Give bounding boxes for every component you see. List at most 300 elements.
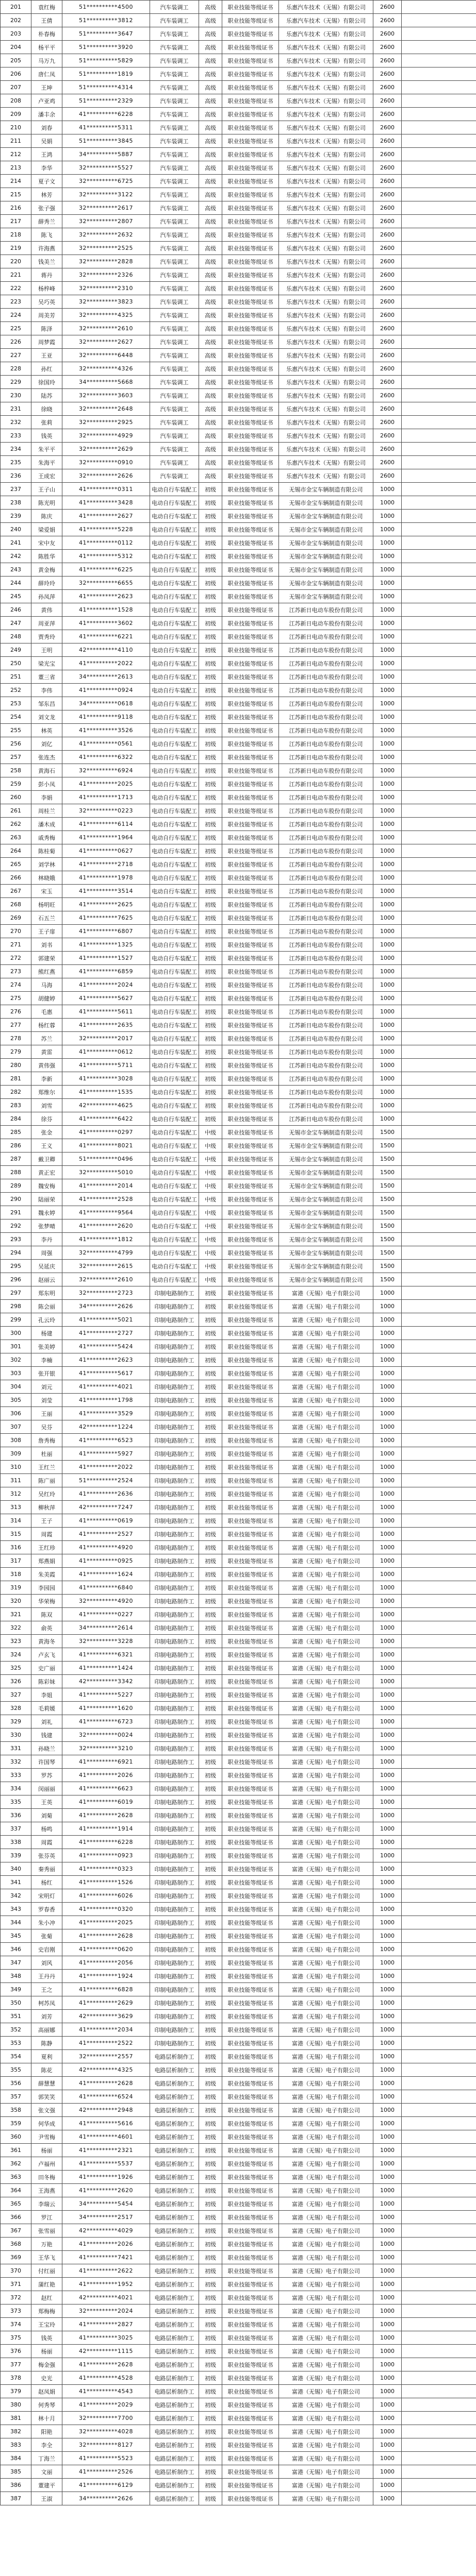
seq-no-cell: 209: [1, 108, 31, 121]
empty-cell: [402, 469, 476, 483]
subsidy-amount-cell: 1000: [373, 2010, 402, 2023]
seq-no-cell: 303: [1, 1367, 31, 1380]
certificate-type-cell: 职业技能等级证书: [222, 992, 279, 1005]
subsidy-amount-cell: 1000: [373, 697, 402, 710]
empty-cell: [402, 2278, 476, 2291]
occupation-cell: 电路层析制作工: [150, 2479, 199, 2492]
empty-cell: [402, 885, 476, 898]
table-row: [1, 2412, 476, 2425]
level-cell: 初级: [199, 1929, 222, 1943]
table-row: [1, 911, 476, 925]
employer-cell: 乐惠汽车技术（无锡）有限公司: [279, 108, 373, 121]
subsidy-amount-cell: 2600: [373, 188, 402, 201]
employer-cell: 江苏新日电动车股份有限公司: [279, 670, 373, 684]
subsidy-amount-cell: 1000: [373, 1514, 402, 1528]
id-number-cell: 41**********0627: [62, 844, 150, 858]
name-cell: 周梦霞: [31, 335, 62, 349]
name-cell: 华荣梅: [31, 1595, 62, 1608]
empty-cell: [402, 2251, 476, 2264]
certificate-type-cell: 职业技能等级证书: [222, 871, 279, 885]
occupation-cell: 印制电路制作工: [150, 1862, 199, 1876]
id-number-cell: 41**********1926: [62, 2171, 150, 2184]
occupation-cell: 印制电路制作工: [150, 2037, 199, 2050]
empty-cell: [402, 952, 476, 965]
occupation-cell: 电动自行车装配工: [150, 871, 199, 885]
id-number-cell: 32**********2310: [62, 282, 150, 295]
table-row: [1, 1206, 476, 1219]
seq-no-cell: 295: [1, 1260, 31, 1273]
occupation-cell: 印制电路制作工: [150, 1836, 199, 1849]
table-row: [1, 14, 476, 27]
employer-cell: 富港（无锡）电子有限公司: [279, 2479, 373, 2492]
employer-cell: 富港（无锡）电子有限公司: [279, 1688, 373, 1702]
certificate-type-cell: 职业技能等级证书: [222, 2358, 279, 2371]
level-cell: 初级: [199, 2264, 222, 2278]
id-number-cell: 32**********6725: [62, 175, 150, 188]
seq-no-cell: 341: [1, 1876, 31, 1889]
subsidy-amount-cell: 1000: [373, 483, 402, 496]
employer-cell: 无锡市金宝车辆制造有限公司: [279, 1193, 373, 1206]
occupation-cell: 印制电路制作工: [150, 2023, 199, 2037]
level-cell: 高级: [199, 14, 222, 27]
certificate-type-cell: 职业技能等级证书: [222, 1273, 279, 1286]
level-cell: 初级: [199, 1742, 222, 1755]
empty-cell: [402, 563, 476, 577]
empty-cell: [402, 2224, 476, 2238]
employer-cell: 富港（无锡）电子有限公司: [279, 1836, 373, 1849]
id-number-cell: 41**********9564: [62, 1206, 150, 1219]
id-number-cell: 41**********6859: [62, 965, 150, 978]
table-row: [1, 1327, 476, 1340]
level-cell: 初级: [199, 1715, 222, 1728]
empty-cell: [402, 777, 476, 791]
seq-no-cell: 358: [1, 2104, 31, 2117]
occupation-cell: 电动自行车装配工: [150, 657, 199, 670]
certificate-type-cell: 职业技能等级证书: [222, 201, 279, 215]
name-cell: 文丽: [31, 2465, 62, 2479]
certificate-type-cell: 职业技能等级证书: [222, 1434, 279, 1447]
employer-cell: 富港（无锡）电子有限公司: [279, 1889, 373, 1903]
name-cell: 阳艳: [31, 2425, 62, 2438]
empty-cell: [402, 429, 476, 443]
employer-cell: 乐惠汽车技术（无锡）有限公司: [279, 134, 373, 148]
name-cell: 王成宏: [31, 469, 62, 483]
name-cell: 王明: [31, 643, 62, 657]
subsidy-amount-cell: 1000: [373, 1795, 402, 1809]
occupation-cell: 电路层析制作工: [150, 2438, 199, 2452]
certificate-type-cell: 职业技能等级证书: [222, 188, 279, 201]
level-cell: 高级: [199, 255, 222, 268]
seq-no-cell: 294: [1, 1246, 31, 1260]
certificate-type-cell: 职业技能等级证书: [222, 1286, 279, 1300]
seq-no-cell: 242: [1, 550, 31, 563]
table-row: [1, 724, 476, 737]
occupation-cell: 电路层析制作工: [150, 2304, 199, 2318]
level-cell: 初级: [199, 1461, 222, 1474]
subsidy-amount-cell: 1000: [373, 1005, 402, 1019]
occupation-cell: 印制电路制作工: [150, 1675, 199, 1688]
name-cell: 陈光明: [31, 496, 62, 510]
name-cell: 刘学林: [31, 858, 62, 871]
level-cell: 初级: [199, 1836, 222, 1849]
subsidy-amount-cell: 1000: [373, 2398, 402, 2412]
subsidy-amount-cell: 1000: [373, 1608, 402, 1621]
employer-cell: 无锡市金宝车辆制造有限公司: [279, 550, 373, 563]
employer-cell: 富港（无锡）电子有限公司: [279, 1501, 373, 1514]
empty-cell: [402, 911, 476, 925]
id-number-cell: 41**********2527: [62, 1528, 150, 1541]
occupation-cell: 电动自行车装配工: [150, 952, 199, 965]
id-number-cell: 32**********6448: [62, 349, 150, 362]
seq-no-cell: 202: [1, 14, 31, 27]
certificate-type-cell: 职业技能等级证书: [222, 737, 279, 751]
certificate-type-cell: 职业技能等级证书: [222, 1313, 279, 1327]
certificate-type-cell: 职业技能等级证书: [222, 1166, 279, 1179]
level-cell: 初级: [199, 1434, 222, 1447]
occupation-cell: 电动自行车装配工: [150, 1072, 199, 1086]
occupation-cell: 汽车装调工: [150, 255, 199, 268]
certificate-type-cell: 职业技能等级证书: [222, 2104, 279, 2117]
level-cell: 初级: [199, 617, 222, 630]
name-cell: 黄海石: [31, 764, 62, 777]
employer-cell: 乐惠汽车技术（无锡）有限公司: [279, 255, 373, 268]
name-cell: 王丽: [31, 1407, 62, 1420]
employer-cell: 无锡市金宝车辆制造有限公司: [279, 590, 373, 603]
table-row: [1, 563, 476, 577]
empty-cell: [402, 1621, 476, 1635]
seq-no-cell: 280: [1, 1059, 31, 1072]
id-number-cell: 41**********4528: [62, 2371, 150, 2385]
name-cell: 李瑞云: [31, 2197, 62, 2211]
id-number-cell: 41**********1535: [62, 1086, 150, 1099]
subsidy-amount-cell: 1000: [373, 1648, 402, 1662]
id-number-cell: 41**********3526: [62, 724, 150, 737]
certificate-type-cell: 职业技能等级证书: [222, 443, 279, 456]
name-cell: 田冬梅: [31, 2171, 62, 2184]
occupation-cell: 印制电路制作工: [150, 1889, 199, 1903]
level-cell: 初级: [199, 2438, 222, 2452]
name-cell: 尹雪梅: [31, 2130, 62, 2144]
id-number-cell: 51**********3647: [62, 27, 150, 41]
empty-cell: [402, 791, 476, 804]
table-row: [1, 349, 476, 362]
empty-cell: [402, 215, 476, 228]
id-number-cell: 41**********1924: [62, 1970, 150, 1983]
level-cell: 初级: [199, 1005, 222, 1019]
empty-cell: [402, 2238, 476, 2251]
name-cell: 薛慧慧: [31, 2077, 62, 2090]
table-row: [1, 1675, 476, 1688]
employer-cell: 江苏新日电动车股份有限公司: [279, 791, 373, 804]
table-row: [1, 1420, 476, 1434]
empty-cell: [402, 2104, 476, 2117]
id-number-cell: 41**********0112: [62, 536, 150, 550]
occupation-cell: 电动自行车装配工: [150, 1260, 199, 1273]
name-cell: 刘亿: [31, 737, 62, 751]
employer-cell: 无锡市金宝车辆制造有限公司: [279, 1153, 373, 1166]
employer-cell: 富港（无锡）电子有限公司: [279, 2291, 373, 2304]
subsidy-amount-cell: 2600: [373, 27, 402, 41]
seq-no-cell: 384: [1, 2452, 31, 2465]
id-number-cell: 41**********1798: [62, 1394, 150, 1407]
employer-cell: 乐惠汽车技术（无锡）有限公司: [279, 242, 373, 255]
seq-no-cell: 288: [1, 1166, 31, 1179]
subsidy-amount-cell: 2600: [373, 148, 402, 161]
name-cell: 杨鸣: [31, 1822, 62, 1836]
id-number-cell: 41**********2623: [62, 590, 150, 603]
empty-cell: [402, 1956, 476, 1970]
certificate-type-cell: 职业技能等级证书: [222, 1769, 279, 1782]
table-row: [1, 295, 476, 309]
empty-cell: [402, 2117, 476, 2130]
certificate-type-cell: 职业技能等级证书: [222, 1086, 279, 1099]
employer-cell: 富港（无锡）电子有限公司: [279, 1755, 373, 1769]
name-cell: 丁海兰: [31, 2452, 62, 2465]
table-row: [1, 2171, 476, 2184]
level-cell: 初级: [199, 1849, 222, 1862]
seq-no-cell: 247: [1, 617, 31, 630]
table-row: [1, 1501, 476, 1514]
employer-cell: 富港（无锡）电子有限公司: [279, 1487, 373, 1501]
employer-cell: 富港（无锡）电子有限公司: [279, 1782, 373, 1795]
occupation-cell: 印制电路制作工: [150, 1916, 199, 1929]
certificate-type-cell: 职业技能等级证书: [222, 14, 279, 27]
subsidy-amount-cell: 1000: [373, 1420, 402, 1434]
employer-cell: 富港（无锡）电子有限公司: [279, 1461, 373, 1474]
certificate-type-cell: 职业技能等级证书: [222, 121, 279, 134]
occupation-cell: 电路层析制作工: [150, 2171, 199, 2184]
table-row: [1, 2077, 476, 2090]
employer-cell: 富港（无锡）电子有限公司: [279, 1434, 373, 1447]
subsidy-amount-cell: 1000: [373, 1072, 402, 1086]
name-cell: 王海燕: [31, 2184, 62, 2197]
certificate-type-cell: 职业技能等级证书: [222, 2278, 279, 2291]
seq-no-cell: 327: [1, 1688, 31, 1702]
level-cell: 初级: [199, 764, 222, 777]
occupation-cell: 汽车装调工: [150, 295, 199, 309]
table-row: [1, 844, 476, 858]
occupation-cell: 印制电路制作工: [150, 1554, 199, 1568]
id-number-cell: 41**********5627: [62, 992, 150, 1005]
level-cell: 高级: [199, 215, 222, 228]
id-number-cell: 41**********1620: [62, 1702, 150, 1715]
id-number-cell: 34**********5668: [62, 376, 150, 389]
certificate-type-cell: 职业技能等级证书: [222, 791, 279, 804]
name-cell: 刘风: [31, 1956, 62, 1970]
id-number-cell: 41**********6840: [62, 1581, 150, 1595]
subsidy-amount-cell: 2600: [373, 295, 402, 309]
subsidy-amount-cell: 2600: [373, 416, 402, 429]
seq-no-cell: 225: [1, 322, 31, 335]
level-cell: 初级: [199, 1862, 222, 1876]
level-cell: 初级: [199, 684, 222, 697]
subsidy-amount-cell: 1000: [373, 1769, 402, 1782]
empty-cell: [402, 737, 476, 751]
subsidy-amount-cell: 1000: [373, 2117, 402, 2130]
id-number-cell: 41**********4601: [62, 2130, 150, 2144]
employer-cell: 富港（无锡）电子有限公司: [279, 1956, 373, 1970]
id-number-cell: 41**********2522: [62, 2037, 150, 2050]
employer-cell: 乐惠汽车技术（无锡）有限公司: [279, 389, 373, 402]
level-cell: 初级: [199, 2358, 222, 2371]
certificate-type-cell: 职业技能等级证书: [222, 1956, 279, 1970]
subsidy-amount-cell: 1000: [373, 1045, 402, 1059]
table-row: [1, 751, 476, 764]
employer-cell: 江苏新日电动车股份有限公司: [279, 898, 373, 911]
occupation-cell: 汽车装调工: [150, 322, 199, 335]
certificate-type-cell: 职业技能等级证书: [222, 1889, 279, 1903]
name-cell: 吴巧英: [31, 295, 62, 309]
level-cell: 初级: [199, 925, 222, 938]
empty-cell: [402, 1568, 476, 1581]
name-cell: 朱小冲: [31, 1916, 62, 1929]
empty-cell: [402, 764, 476, 777]
subsidy-amount-cell: 1000: [373, 2184, 402, 2197]
name-cell: 张美婷: [31, 1340, 62, 1353]
id-number-cell: 41**********9118: [62, 710, 150, 724]
seq-no-cell: 283: [1, 1099, 31, 1112]
id-number-cell: 41**********6322: [62, 751, 150, 764]
employer-cell: 富港（无锡）电子有限公司: [279, 1916, 373, 1929]
empty-cell: [402, 1702, 476, 1715]
name-cell: 赵丽云: [31, 1273, 62, 1286]
table-row: [1, 1407, 476, 1420]
certificate-type-cell: 职业技能等级证书: [222, 2465, 279, 2479]
employer-cell: 富港（无锡）电子有限公司: [279, 1635, 373, 1648]
table-row: [1, 2010, 476, 2023]
id-number-cell: 41**********7421: [62, 2251, 150, 2264]
id-number-cell: 32**********2017: [62, 1032, 150, 1045]
employer-cell: 富港（无锡）电子有限公司: [279, 1943, 373, 1956]
empty-cell: [402, 1728, 476, 1742]
occupation-cell: 汽车装调工: [150, 228, 199, 242]
subsidy-amount-cell: 1000: [373, 1581, 402, 1595]
subsidy-amount-cell: 2600: [373, 175, 402, 188]
certificate-type-cell: 职业技能等级证书: [222, 362, 279, 376]
employer-cell: 富港（无锡）电子有限公司: [279, 1970, 373, 1983]
certificate-type-cell: 职业技能等级证书: [222, 1219, 279, 1233]
empty-cell: [402, 41, 476, 54]
certificate-type-cell: 职业技能等级证书: [222, 282, 279, 295]
id-number-cell: 42**********4325: [62, 2063, 150, 2077]
subsidy-amount-cell: 1500: [373, 1166, 402, 1179]
id-number-cell: 32**********2723: [62, 1286, 150, 1300]
empty-cell: [402, 1769, 476, 1782]
empty-cell: [402, 1246, 476, 1260]
occupation-cell: 电路层析制作工: [150, 2157, 199, 2171]
subsidy-amount-cell: 1000: [373, 2130, 402, 2144]
subsidy-amount-cell: 2600: [373, 469, 402, 483]
occupation-cell: 电路层析制作工: [150, 2251, 199, 2264]
certificate-type-cell: 职业技能等级证书: [222, 2211, 279, 2224]
subsidy-amount-cell: 1000: [373, 925, 402, 938]
certificate-type-cell: 职业技能等级证书: [222, 1782, 279, 1795]
subsidy-amount-cell: 1000: [373, 1367, 402, 1380]
name-cell: 刘芳: [31, 2010, 62, 2023]
certificate-type-cell: 职业技能等级证书: [222, 844, 279, 858]
employer-cell: 富港（无锡）电子有限公司: [279, 1528, 373, 1541]
table-row: [1, 2063, 476, 2077]
seq-no-cell: 331: [1, 1742, 31, 1755]
id-number-cell: 41**********6921: [62, 1755, 150, 1769]
seq-no-cell: 330: [1, 1728, 31, 1742]
certificate-type-cell: 职业技能等级证书: [222, 161, 279, 175]
id-number-cell: 41**********2022: [62, 657, 150, 670]
name-cell: 李丹: [31, 1233, 62, 1246]
id-number-cell: 32**********4028: [62, 2425, 150, 2438]
table-row: [1, 952, 476, 965]
table-row: [1, 81, 476, 94]
level-cell: 中级: [199, 1273, 222, 1286]
employer-cell: 江苏新日电动车股份有限公司: [279, 697, 373, 710]
level-cell: 初级: [199, 2104, 222, 2117]
id-number-cell: 32**********4326: [62, 362, 150, 376]
occupation-cell: 电路层析制作工: [150, 2224, 199, 2238]
empty-cell: [402, 1916, 476, 1929]
level-cell: 初级: [199, 737, 222, 751]
certificate-type-cell: 职业技能等级证书: [222, 2130, 279, 2144]
name-cell: 罗春香: [31, 1903, 62, 1916]
name-cell: 赵红: [31, 2291, 62, 2304]
id-number-cell: 41**********5616: [62, 2117, 150, 2130]
id-number-cell: 51**********3920: [62, 41, 150, 54]
subsidy-amount-cell: 2600: [373, 282, 402, 295]
empty-cell: [402, 670, 476, 684]
level-cell: 初级: [199, 1353, 222, 1367]
occupation-cell: 印制电路制作工: [150, 1394, 199, 1407]
empty-cell: [402, 1193, 476, 1206]
table-row: [1, 134, 476, 148]
certificate-type-cell: 职业技能等级证书: [222, 2412, 279, 2425]
employer-cell: 无锡市金宝车辆制造有限公司: [279, 1166, 373, 1179]
level-cell: 初级: [199, 630, 222, 643]
subsidy-amount-cell: 2600: [373, 54, 402, 67]
level-cell: 初级: [199, 1394, 222, 1407]
table-row: [1, 1621, 476, 1635]
name-cell: 周霞: [31, 1528, 62, 1541]
certificate-type-cell: 职业技能等级证书: [222, 2251, 279, 2264]
subsidy-amount-cell: 1000: [373, 1876, 402, 1889]
name-cell: 李全: [31, 2438, 62, 2452]
empty-cell: [402, 2492, 476, 2505]
table-row: [1, 215, 476, 228]
certificate-type-cell: 职业技能等级证书: [222, 1795, 279, 1809]
empty-cell: [402, 242, 476, 255]
seq-no-cell: 367: [1, 2224, 31, 2238]
name-cell: 薛秀兰: [31, 215, 62, 228]
name-cell: 黄海冬: [31, 1635, 62, 1648]
seq-no-cell: 241: [1, 536, 31, 550]
empty-cell: [402, 1045, 476, 1059]
table-row: [1, 1139, 476, 1153]
employer-cell: 无锡市金宝车辆制造有限公司: [279, 1126, 373, 1139]
occupation-cell: 电动自行车装配工: [150, 697, 199, 710]
table-row: [1, 496, 476, 510]
subsidy-amount-cell: 1000: [373, 1782, 402, 1795]
empty-cell: [402, 1434, 476, 1447]
employer-cell: 江苏新日电动车股份有限公司: [279, 710, 373, 724]
employer-cell: 江苏新日电动车股份有限公司: [279, 952, 373, 965]
empty-cell: [402, 335, 476, 349]
employer-cell: 江苏新日电动车股份有限公司: [279, 777, 373, 791]
id-number-cell: 41**********6321: [62, 1648, 150, 1662]
subsidy-amount-cell: 2600: [373, 14, 402, 27]
occupation-cell: 电路层析制作工: [150, 2238, 199, 2251]
certificate-type-cell: 职业技能等级证书: [222, 496, 279, 510]
level-cell: 初级: [199, 1367, 222, 1380]
empty-cell: [402, 268, 476, 282]
table-row: [1, 121, 476, 134]
